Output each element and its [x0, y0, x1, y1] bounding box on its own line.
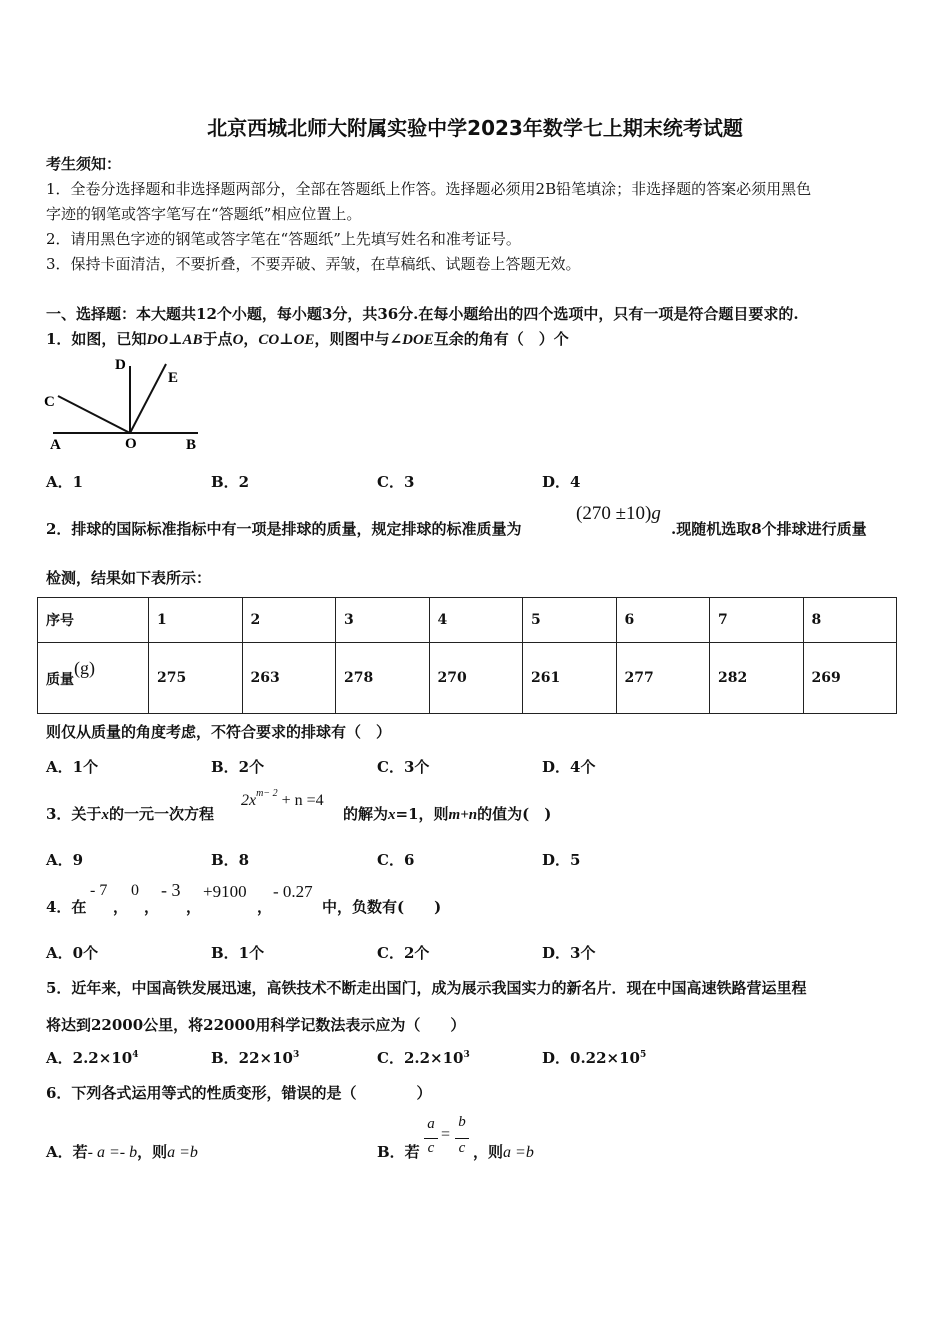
q5-option-c: [377, 1047, 470, 1068]
table-cell: 278: [336, 643, 430, 714]
q5-stem-line-2: 将达到22000公里，将22000用科学记数法表示应为（ ）: [46, 1016, 466, 1034]
q3-text: =1，则: [395, 805, 449, 823]
q6-option-b-eq: =: [441, 1126, 451, 1143]
q5-option-c-base: C．2.2×10: [377, 1049, 464, 1067]
q2-stem-tail: .现随机选取8个排球进行质量: [671, 520, 867, 538]
q1-option-a: A．1: [46, 473, 84, 491]
question-3-stem: [46, 803, 214, 824]
q3-var-x: x: [101, 807, 109, 823]
row-label-unit: [74, 658, 95, 678]
table-cell: 277: [616, 643, 710, 714]
q4-number-2: 0: [131, 882, 139, 899]
q2-option-c: C．3个: [377, 758, 430, 776]
q5-stem-line-1: 5．近年来，中国高铁发展迅速，高铁技术不断走出国门，成为展示我国实力的新名片．现在中国高速铁路营运里程: [46, 979, 807, 997]
q1-option-d: D．4: [542, 473, 581, 491]
table-cell: 270: [429, 643, 523, 714]
q4-number-1: - 7: [90, 882, 108, 899]
label-e: E: [168, 370, 179, 386]
q1-math-o: O: [232, 332, 244, 348]
q6-option-b-tail: [473, 1141, 534, 1162]
label-c: C: [44, 394, 55, 410]
q2-followup: 则仅从质量的角度考虑，不符合要求的排球有（ ）: [46, 723, 392, 741]
table-cell: 263: [242, 643, 336, 714]
question-2-stem: [46, 518, 521, 539]
q1-perp-symbol: ⊥: [279, 330, 294, 348]
q1-math-doe: DOE: [402, 332, 434, 348]
q1-math-co: CO: [258, 332, 280, 348]
table-header-cell: 7: [710, 598, 804, 643]
notice-line-1a: 1．全卷分选择题和非选择题两部分，全部在答题纸上作答。选择题必须用2B铅笔填涂；非选择题的答案必须用黑色: [46, 180, 812, 198]
table-row: [38, 643, 897, 714]
q4-stem-tail: 中，负数有( ): [322, 898, 442, 916]
q1-text: 1．如图，已知: [46, 330, 147, 348]
question-1-stem: [46, 328, 569, 349]
q5-option-a: [46, 1047, 138, 1068]
q2-formula: [576, 503, 661, 525]
q5-option-b-base: B．22×10: [211, 1049, 293, 1067]
table-header-cell: 1: [149, 598, 243, 643]
q3-eq-rest: + n =4: [281, 792, 324, 809]
q1-text: 于点: [202, 330, 233, 348]
q3-eq-exponent: m− 2: [256, 788, 278, 799]
q1-option-b: B．2: [211, 473, 250, 491]
q4-option-c: C．2个: [377, 944, 430, 962]
q4-comma: ，: [144, 898, 160, 916]
label-a: A: [50, 437, 61, 453]
q6-option-b-text: ，则: [473, 1143, 504, 1161]
q6-option-b-label: B．若: [377, 1143, 420, 1161]
line-oe: [130, 364, 166, 433]
q6-option-b-result: a =b: [503, 1144, 534, 1161]
table-row-label: [38, 643, 149, 714]
page-title: 北京西城北师大附属实验中学2023年数学七上期末统考试题: [207, 116, 743, 140]
q2-formula-unit: g: [651, 503, 661, 524]
q6-option-b-den1: c: [427, 1140, 435, 1156]
q1-text: ，: [243, 330, 259, 348]
table-cell: 282: [710, 643, 804, 714]
q1-text: ，则图中与: [314, 330, 390, 348]
q3-stem-tail: [343, 803, 551, 824]
row-label-unit-text: (g): [74, 657, 95, 678]
q1-math-ab: AB: [182, 332, 203, 348]
label-d: D: [115, 357, 126, 373]
q6-option-a-eq: - a =- b: [87, 1144, 138, 1161]
q5-option-a-base: A．2.2×10: [46, 1049, 133, 1067]
table-header-cell: 序号: [38, 598, 149, 643]
q2-formula-range: (270 ±10): [576, 503, 652, 524]
q3-equation: [241, 788, 324, 810]
q6-option-b-num2: b: [458, 1114, 466, 1130]
q6-option-a-label: A．若: [46, 1143, 88, 1161]
table-header-cell: 6: [616, 598, 710, 643]
q2-option-a: A．1个: [46, 758, 99, 776]
q1-perp-symbol: ⊥: [168, 330, 183, 348]
notice-heading: 考生须知：: [46, 155, 122, 173]
q5-option-c-exp: 3: [463, 1050, 470, 1060]
q6-option-b-den2: c: [458, 1140, 466, 1156]
notice-line-1b: 字迹的钢笔或答字笔写在“答题纸”相应位置上。: [46, 205, 362, 223]
q5-option-a-exp: 4: [132, 1050, 139, 1060]
q6-option-a: [46, 1141, 198, 1162]
table-header-cell: 2: [242, 598, 336, 643]
q1-angle-symbol: ∠: [389, 330, 403, 348]
q5-option-d-exp: 5: [639, 1050, 647, 1060]
q6-stem: 6．下列各式运用等式的性质变形，错误的是（ ）: [46, 1084, 432, 1102]
table-header-cell: 3: [336, 598, 430, 643]
table-header-cell: 5: [523, 598, 617, 643]
q3-option-a: A．9: [46, 851, 84, 869]
q2-option-b: B．2个: [211, 758, 265, 776]
row-label-text: 质量: [46, 671, 74, 688]
table-row: [38, 598, 897, 643]
q4-comma: ，: [257, 898, 273, 916]
table-header-cell: 8: [803, 598, 897, 643]
q5-option-b-exp: 3: [293, 1050, 300, 1060]
q6-option-a-result: a =b: [167, 1144, 198, 1161]
notice-line-3: 3．保持卡面清洁，不要折叠，不要弄破、弄皱，在草稿纸、试题卷上答题无效。: [46, 255, 581, 273]
q4-number-3: - 3: [161, 880, 181, 900]
table-cell: 269: [803, 643, 897, 714]
table-header-cell: 4: [429, 598, 523, 643]
q4-option-b: B．1个: [211, 944, 265, 962]
line-oc: [58, 396, 130, 433]
q4-comma: ，: [186, 898, 202, 916]
q3-text: 的一元一次方程: [108, 805, 214, 823]
q2-stem-line-2: 检测，结果如下表所示：: [46, 569, 212, 587]
q3-option-b: B．8: [211, 851, 250, 869]
q3-text: 3．关于: [46, 805, 102, 823]
q5-option-d: [542, 1047, 646, 1068]
q6-option-b-num1: a: [427, 1116, 435, 1132]
q3-text: 的值为( ): [477, 805, 552, 823]
q4-option-d: D．3个: [542, 944, 596, 962]
q4-number-5: - 0.27: [273, 882, 313, 901]
notice-line-2: 2．请用黑色字迹的钢笔或答字笔在“答题纸”上先填写姓名和准考证号。: [46, 230, 521, 248]
q5-option-d-base: D．0.22×10: [542, 1049, 640, 1067]
label-b: B: [186, 437, 197, 453]
table-cell: 275: [149, 643, 243, 714]
q3-text: 的解为: [343, 805, 389, 823]
q6-fraction-bar: [424, 1138, 438, 1139]
q5-option-b: [211, 1047, 299, 1068]
q3-option-c: C．6: [377, 851, 415, 869]
q1-math-oe: OE: [293, 332, 315, 348]
q6-fraction-bar: [455, 1138, 469, 1139]
q2-option-d: D．4个: [542, 758, 596, 776]
q4-option-a: A．0个: [46, 944, 99, 962]
q4-stem-pre: 4．在: [46, 898, 87, 916]
q6-option-a-text: ，则: [137, 1143, 168, 1161]
q2-text: 2．排球的国际标准指标中有一项是排球的质量，规定排球的标准质量为: [46, 520, 522, 538]
q1-math-do: DO: [146, 332, 169, 348]
q2-table: [37, 597, 897, 714]
q4-number-4: +9100: [203, 882, 247, 901]
table-cell: 261: [523, 643, 617, 714]
q3-var-x: x: [388, 807, 396, 823]
q1-option-c: C．3: [377, 473, 415, 491]
q3-var-mn: m+n: [448, 807, 478, 823]
q1-figure: [40, 352, 210, 456]
q4-comma: ，: [113, 898, 129, 916]
q1-text: 互余的角有（ ）个: [433, 330, 569, 348]
section-heading: 一、选择题：本大题共12个小题，每小题3分，共36分.在每小题给出的四个选项中，只有一项是符合题目要求的.: [46, 305, 799, 323]
q3-eq-base: 2x: [241, 792, 257, 809]
q3-option-d: D．5: [542, 851, 581, 869]
label-o: O: [125, 436, 137, 452]
